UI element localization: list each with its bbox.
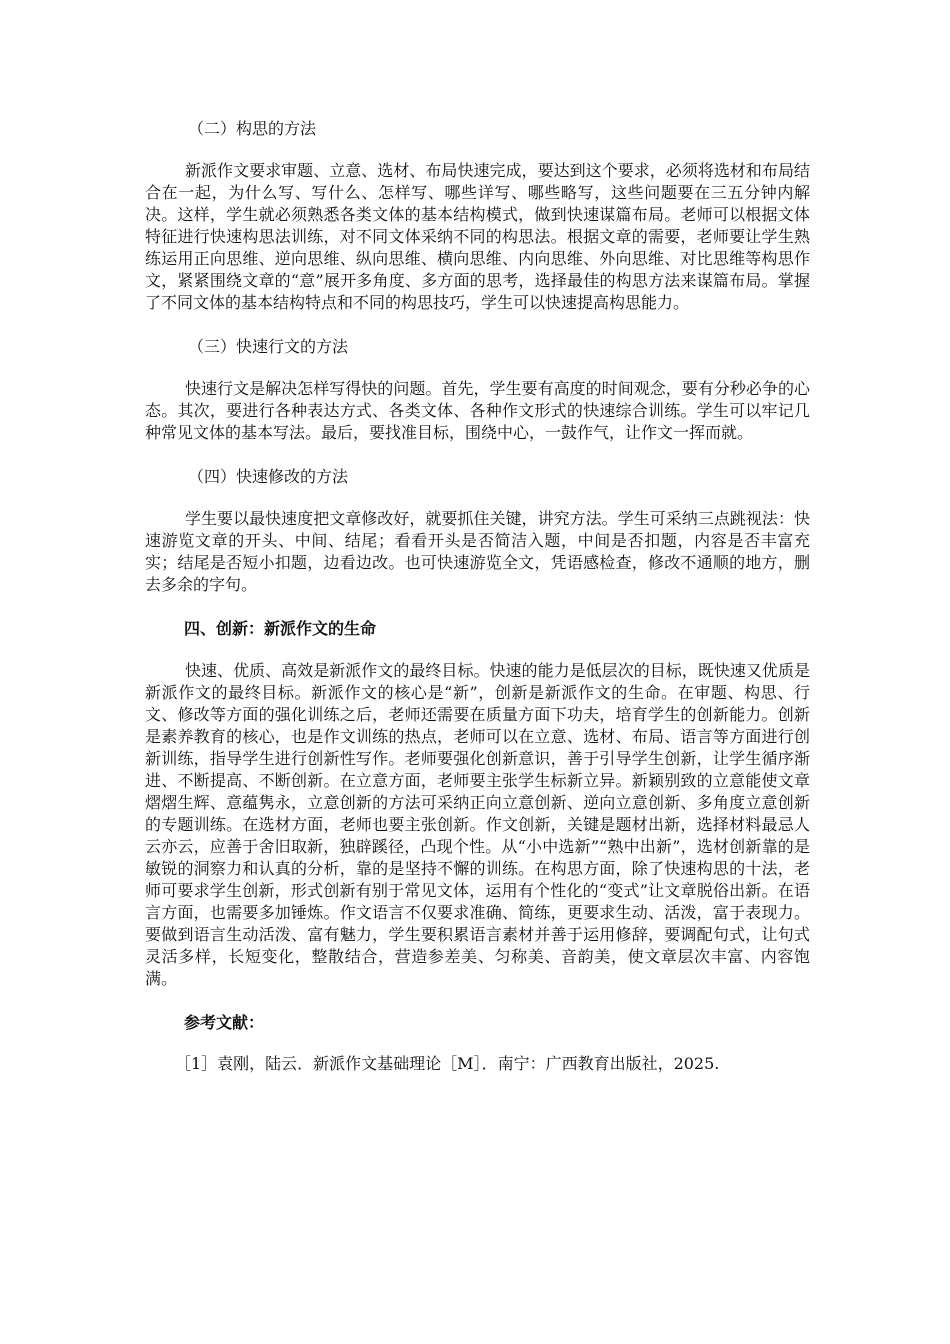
paragraph-fast-revision-methods: 学生要以最快速度把文章修改好，就要抓住关键，讲究方法。学生可采纳三点跳视法：快速游览文章的开头、中间、结尾；看看开头是否简洁入题，中间是否扣题，内容是否丰富充实；结尾是否短小扣题，边看边改。也可快速游览全文，凭语感检查，修改不通顺的地方，删去多余的字句。 bbox=[145, 509, 810, 594]
paragraph-innovation: 快速、优质、高效是新派作文的最终目标。快速的能力是低层次的目标，既快速又优质是新派作文的最终目标。新派作文的核心是“新”，创新是新派作文的生命。在审题、构思、行文、修改等方面的强化训练之后，老师还需要在质量方面下功夫，培育学生的创新能力。创新是素养教育的核心，也是作文训练的热点，老师可以在立意、选材、布局、语言等方面进行创新训练，指导学生进行创新性写作。老师要强化创新意识，善于引导学生创新，让学生循序渐进、不断提高、不断创新。在立意方面，老师要主张学生标新立异。新颖别致的立意能使文章熠熠生辉、意蕴隽永，立意创新的方法可采纳正向立意创新、逆向立意创新、多角度立意创新的专题训练。在选材方面，老师也要主张创新。作文创新，关键是题材出新，选择材料最忌人云亦云，应善于舍旧取新，独辟蹊径，凸现个性。从“小中选新”“熟中出新”，选材创新靠的是敏锐的洞察力和认真的分析，靠的是坚持不懈的训练。在构思方面，除了快速构思的十法，老师可要求学生创新，形式创新有别于常见文体，运用有个性化的“变式”让文章脱俗出新。在语言方面，也需要多加锤炼。作文语言不仅要求准确、简练，更要求生动、活泼，富于表现力。要做到语言生动活泼、富有魅力，学生要积累语言素材并善于运用修辞，要调配句式，让句式灵活多样，长短变化，整散结合，营造参差美、匀称美、音韵美，使文章层次丰富、内容饱满。 bbox=[145, 661, 810, 988]
section-heading-fast-writing-methods: （三）快速行文的方法 bbox=[188, 337, 349, 356]
section-heading-innovation: 四、创新：新派作文的生命 bbox=[184, 619, 377, 638]
section-heading-conception-methods: （二）构思的方法 bbox=[188, 119, 317, 138]
references-heading: 参考文献： bbox=[184, 1013, 265, 1032]
paragraph-conception-methods: 新派作文要求审题、立意、选材、布局快速完成，要达到这个要求，必须将选材和布局结合在一起，为什么写、写什么、怎样写、哪些详写、哪些略写，这些问题要在三五分钟内解决。这样，学生就必须熟悉各类文体的基本结构模式，做到快速谋篇布局。老师可以根据文体特征进行快速构思法训练，对不同文体采纳不同的构思法。根据文章的需要，老师要让学生熟练运用正向思维、逆向思维、纵向思维、横向思维、内向思维、外向思维、对比思维等构思作文，紧紧围绕文章的“意”展开多角度、多方面的思考，选择最佳的构思方法来谋篇布局。掌握了不同文体的基本结构特点和不同的构思技巧，学生可以快速提高构思能力。 bbox=[145, 161, 810, 312]
paragraph-fast-writing-methods: 快速行文是解决怎样写得快的问题。首先，学生要有高度的时间观念，要有分秒必争的心态。其次，要进行各种表达方式、各类文体、各种作文形式的快速综合训练。学生可以牢记几种常见文体的基本写法。最后，要找准目标，围绕中心，一鼓作气，让作文一挥而就。 bbox=[145, 379, 810, 442]
reference-item: ［1］袁刚，陆云．新派作文基础理论［M］．南宁：广西教育出版社，2025. bbox=[175, 1054, 720, 1073]
document-body bbox=[145, 112, 810, 1076]
section-heading-fast-revision-methods: （四）快速修改的方法 bbox=[188, 467, 349, 486]
